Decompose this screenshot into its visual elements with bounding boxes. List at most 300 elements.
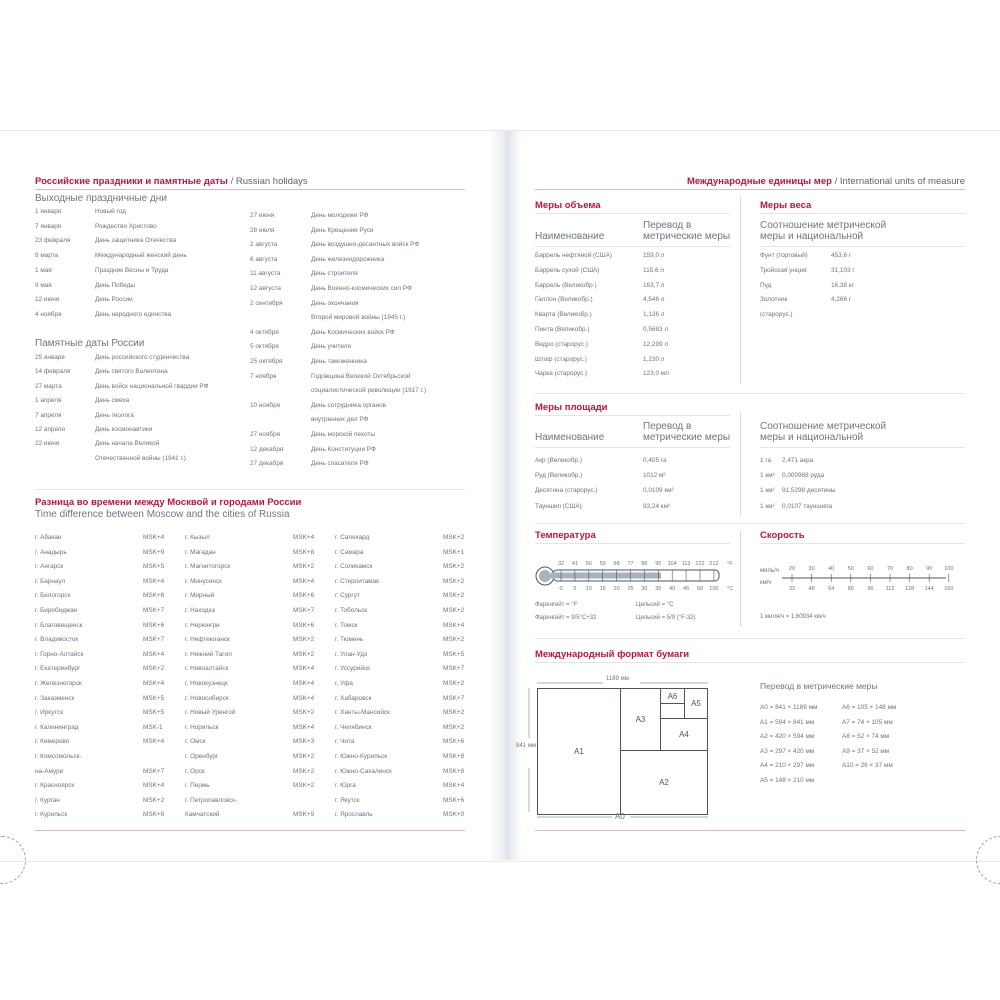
volume-row-key: Кварта (Великобр.) — [535, 311, 592, 319]
weight-row-value: 31,103 г — [831, 266, 855, 274]
timezone-col3-key: г. Уфа — [335, 680, 353, 687]
timezone-col1-value: MSK+4 — [143, 680, 165, 687]
timezone-col1-key: г. Курильск — [35, 811, 68, 819]
area-row-value: 0,405 га — [643, 457, 667, 464]
timezone-col2-key: Камчатский — [185, 811, 220, 819]
timezone-col2-key: г. Новый Уренгой — [185, 709, 236, 717]
holidays-heading: Российские праздники и памятные даты / Russian holidays — [35, 176, 308, 187]
timezone-col2-value: MSK+4 — [293, 577, 315, 585]
area-row-value: 93,24 км² — [643, 502, 671, 510]
timezone-col2-key: г. Минусинск — [185, 577, 222, 585]
temperature-title: Температура — [535, 530, 596, 541]
timezone-col3-key: г. Самара — [335, 548, 364, 556]
mph-tick-label: 70 — [886, 566, 894, 572]
timezone-col1-value: MSK+6 — [143, 621, 165, 629]
holiday-right-value: День Крещения Руси — [311, 226, 374, 234]
fahrenheit-tick-label: 68 — [613, 561, 620, 567]
area-ratio-row-key: 1 га — [760, 457, 772, 464]
timezone-col2-key: г. Новосибирск — [185, 694, 229, 702]
kmh-tick-label: 112 — [885, 586, 895, 592]
celsius-tick-label: 100 — [709, 586, 719, 592]
timezone-col3-key: г. Хабаровск — [335, 694, 372, 702]
holiday-right-value: День Космических войск РФ — [311, 328, 395, 336]
paper-size: A8 = 52 × 74 мм — [842, 733, 890, 741]
holiday-right-key: 6 августа — [250, 255, 278, 263]
paper-size: A4 = 210 × 297 мм — [760, 762, 815, 770]
holiday-key: 4 ноября — [35, 310, 62, 318]
area-row-value: 0,0109 км² — [643, 487, 674, 495]
timezone-col3-key: г. Уссурийск — [335, 665, 370, 673]
timezones-title-en: Time difference between Moscow and the cities of Russia — [35, 509, 290, 520]
timezone-col1-key: г. Железногорск — [35, 680, 82, 687]
timezone-col1-value: MSK+5 — [143, 694, 165, 702]
timezone-col2-value: MSK+2 — [293, 563, 315, 571]
holiday-right-value: День морской пехоты — [311, 431, 375, 438]
timezone-col1-key: г. Курган — [35, 796, 60, 804]
paper-size: A7 = 74 × 105 мм — [842, 718, 893, 726]
timezone-col3-key: г. Якутск — [335, 796, 360, 804]
kmh-tick-label: 144 — [924, 586, 934, 592]
mph-tick-label: 20 — [788, 566, 796, 572]
fahrenheit-unit: °F — [727, 561, 733, 567]
area-ratio-row-value: 0,0107 тауншипа — [782, 502, 833, 510]
area-ratio-row-key: 1 км² — [760, 502, 775, 510]
timezone-col1-key: г. Калининград — [35, 723, 79, 731]
holiday-value: День России — [95, 296, 133, 304]
weight-row-value: 16,38 кг — [831, 281, 854, 289]
holiday-right-key: 10 ноября — [250, 401, 281, 409]
holiday-right-key: 2 сентября — [250, 299, 283, 307]
timezone-col1-key: г. Абакан — [35, 534, 62, 541]
volume-row-value: 115,6 л — [643, 266, 665, 274]
memorable-date-value: Отечественной войны (1941 г.) — [95, 454, 186, 462]
units-heading: Международные единицы мер / International units of measure — [686, 176, 965, 187]
timezone-col1-value: MSK+2 — [143, 796, 165, 804]
holiday-key: 9 мая — [35, 281, 52, 289]
volume-row-key: Штоф (старорус.) — [535, 355, 587, 363]
volume-col-conv: Перевод в метрические меры — [643, 220, 731, 242]
timezone-col3-value: MSK+5 — [443, 650, 465, 658]
timezone-col3-key: г. Ханты-Мансийск — [335, 709, 390, 717]
timezone-col2-value: MSK+2 — [293, 782, 315, 790]
celsius-tick-label: 20 — [613, 586, 620, 592]
temperature-label-f: Фаренгейт = °F — [535, 602, 578, 608]
memorable-date-key: 7 апреля — [35, 411, 62, 419]
celsius-tick-label: 0 — [559, 586, 563, 592]
timezone-col1-value: MSK+5 — [143, 709, 165, 717]
timezone-col1-key: г. Биробиджан — [35, 607, 78, 614]
volume-row-key: Баррель (Великобр.) — [535, 281, 597, 289]
timezone-col2-key: г. Нефтеюганск — [185, 636, 230, 644]
fahrenheit-tick-label: 41 — [571, 561, 578, 567]
holiday-right-value: Второй мировой войны (1945 г.) — [311, 314, 406, 322]
volume-row-key: Баррель нефтяной (США) — [535, 252, 613, 259]
fahrenheit-tick-label: 122 — [695, 561, 705, 567]
speed-label-mph: миль/ч — [760, 568, 779, 574]
volume-title: Меры объема — [535, 200, 601, 211]
kmh-tick-label: 48 — [808, 586, 815, 592]
holiday-value: День защитника Отечества — [95, 237, 177, 245]
holiday-right-value: социалистической революции (1917 г.) — [311, 387, 426, 395]
memorable-date-value: День космонавтики — [95, 426, 153, 433]
temperature-formula-c: Цельсий = 5/9 (°F-32) — [636, 615, 696, 621]
timezone-col2-value: MSK+4 — [293, 723, 315, 731]
timezone-col2-key: г. Нижний Тагил — [185, 650, 232, 658]
area-ratio-row-value: 91,5298 десятины — [782, 487, 836, 495]
units-title-en: International units of measure — [839, 176, 965, 187]
mph-tick-label: 30 — [808, 566, 815, 572]
weight-row-value: 4,266 г — [831, 296, 852, 304]
paper-size: A2 = 420 × 594 мм — [760, 733, 815, 741]
celsius-tick-label: 5 — [573, 586, 577, 592]
timezone-col2-key: г. Новоалтайск — [185, 665, 229, 673]
speed-note: 1 миля/ч = 1,60934 км/ч — [760, 614, 826, 620]
celsius-tick-label: 40 — [669, 586, 676, 592]
holiday-right-value: День Военно-космических сил РФ — [311, 285, 412, 292]
timezone-col2-key: г. Петропавловск- — [185, 796, 238, 804]
holiday-right-value: День молодежи РФ — [311, 212, 369, 219]
memorable-date-key: 12 апреля — [35, 426, 65, 433]
mph-tick-label: 40 — [828, 566, 835, 572]
paper-size: A1 = 594 × 841 мм — [760, 718, 815, 726]
timezone-col1-key: г. Анадырь — [35, 548, 67, 556]
timezone-col1-key: г. Благовещенск — [35, 621, 83, 629]
holiday-right-value: Годовщина Великой Октябрьской — [311, 372, 411, 380]
weight-row-key: Тройская унция — [760, 266, 807, 274]
paper-a1: A1 — [537, 688, 621, 815]
holiday-right-value: День строителя — [311, 270, 358, 278]
timezone-col2-value: MSK+2 — [293, 753, 315, 760]
holiday-value: Международный женский день — [95, 252, 187, 260]
timezone-col2-key: г. Магнитогорск — [185, 563, 231, 571]
area-row-value: 1012 м² — [643, 472, 666, 480]
timezone-col3-key: г. Челябинск — [335, 723, 372, 731]
memorable-date-key: 14 февраля — [35, 368, 71, 376]
timezone-col3-value: MSK+2 — [443, 563, 465, 571]
holiday-key: 8 марта — [35, 252, 59, 260]
kmh-tick-label: 80 — [847, 586, 854, 592]
timezone-col2-value: MSK+2 — [293, 636, 315, 644]
holiday-value: Праздник Весны и Труда — [95, 266, 169, 274]
timezone-col3-value: MSK+4 — [443, 782, 465, 790]
timezone-col2-value: MSK+2 — [293, 650, 315, 658]
celsius-tick-label: 25 — [627, 586, 634, 592]
holiday-value: День народного единства — [95, 310, 172, 318]
timezone-col1-value: MSK+4 — [143, 534, 165, 541]
left-bottom-rule — [35, 830, 465, 831]
mph-tick-label: 80 — [906, 566, 913, 572]
timezone-col3-value: MSK+2 — [443, 723, 465, 731]
celsius-tick-label: 10 — [585, 586, 592, 592]
volume-row-value: 12,299 л — [643, 340, 669, 348]
holidays-subtitle-days-off: Выходные праздничные дни — [35, 193, 167, 204]
area-ratio-row-key: 1 км² — [760, 472, 775, 480]
fahrenheit-tick-label: 212 — [709, 561, 719, 567]
kmh-tick-label: 32 — [788, 586, 796, 592]
timezone-col1-key: г. Горно-Алтайск — [35, 650, 84, 658]
timezone-col3-value: MSK+2 — [443, 680, 465, 687]
timezone-col1-value: MSK+7 — [143, 636, 165, 644]
timezone-col2-value: MSK+8 — [293, 548, 315, 556]
timezone-col3-key: г. Томск — [335, 621, 358, 629]
holiday-right-value: День Конституции РФ — [311, 445, 376, 453]
fahrenheit-tick-label: 86 — [641, 561, 648, 567]
timezone-col3-value: MSK+8 — [443, 753, 465, 760]
timezone-col2-value: MSK+4 — [293, 665, 315, 673]
timezone-col2-key: г. Пермь — [185, 782, 210, 790]
area-title: Меры площади — [535, 402, 608, 413]
timezone-col2-key: г. Новокузнецк — [185, 680, 228, 687]
timezone-col3-key: г. Ярославль — [335, 811, 373, 819]
timezone-col2-value: MSK+9 — [293, 811, 315, 819]
holiday-right-key: 2 августа — [250, 241, 278, 249]
mph-tick-label: 60 — [867, 566, 874, 572]
timezone-col3-key: г. Южно-Сахалинск — [335, 767, 392, 775]
fahrenheit-tick-label: 59 — [599, 561, 606, 567]
timezone-col2-value: MSK+4 — [293, 680, 315, 687]
timezone-col1-key: г. Ангарск — [35, 563, 64, 571]
timezone-col2-value: MSK+2 — [293, 767, 315, 775]
holidays-subtitle-memorable: Памятные даты России — [35, 338, 145, 349]
weight-row-key: Золотник — [760, 296, 788, 304]
mph-tick-label: 100 — [944, 566, 954, 572]
celsius-tick-label: 35 — [655, 586, 662, 592]
speed-title: Скорость — [760, 530, 805, 541]
holiday-right-value: День учителя — [311, 343, 351, 351]
timezone-col1-key: г. Комсомольск- — [35, 753, 82, 760]
weight-row-key: (старорус.) — [760, 311, 793, 319]
kmh-tick-label: 96 — [867, 586, 874, 592]
timezone-col3-key: г. Стерлитамак — [335, 577, 379, 585]
mph-tick-label: 90 — [926, 566, 933, 572]
volume-row-value: 4,546 л — [643, 296, 665, 304]
memorable-date-value: День войск национальной гвардии РФ — [95, 382, 209, 390]
timezone-col3-key: г. Южно-Курильск — [335, 753, 388, 760]
volume-row-value: 123,0 мл — [643, 370, 669, 378]
memorable-date-value: День российского студенчества — [95, 354, 190, 361]
holiday-right-value: внутренних дел РФ — [311, 416, 369, 424]
holiday-key: 7 января — [35, 222, 62, 230]
timezone-col2-key: г. Орск — [185, 767, 205, 775]
paper-a2: A2 — [620, 750, 708, 815]
speed-scale — [758, 558, 958, 598]
weight-title: Меры веса — [760, 200, 812, 211]
volume-row-value: 1,230 л — [643, 355, 665, 363]
timezone-col2-key: г. Нерюнгри — [185, 621, 220, 629]
holiday-right-value: День железнодорожника — [311, 255, 385, 263]
timezone-col3-key: г. Салехард — [335, 534, 370, 541]
holiday-right-value: День спасателя РФ — [311, 460, 369, 468]
timezone-col1-value: MSK+9 — [143, 548, 165, 556]
paper-a4: A4 — [660, 718, 708, 751]
celsius-tick-label: 30 — [641, 586, 648, 592]
timezone-col1-value: MSK+4 — [143, 782, 165, 790]
area-ratio-row-key: 1 км² — [760, 487, 775, 495]
timezones-title: Разница во времени между Москвой и городами России — [35, 497, 302, 508]
holiday-key: 1 мая — [35, 266, 52, 274]
timezone-col2-key: г. Оренбург — [185, 753, 219, 760]
holiday-right-key: 25 октября — [250, 358, 283, 365]
right-bottom-rule — [535, 830, 965, 831]
timezone-col3-value: MSK+2 — [443, 577, 465, 585]
timezone-col2-key: г. Магадан — [185, 548, 216, 556]
units-title: Международные единицы мер — [686, 176, 832, 187]
holiday-right-key: 12 августа — [250, 285, 281, 292]
volume-row-key: Чарка (старорус.) — [535, 370, 588, 378]
holiday-right-key: 7 ноября — [250, 372, 277, 380]
timezone-col3-value: MSK+4 — [443, 621, 465, 629]
timezone-col3-key: г. Чита — [335, 738, 355, 746]
paper-a0-label: A0 — [615, 812, 625, 821]
timezone-col1-value: MSK+4 — [143, 738, 165, 746]
timezone-col2-value: MSK+4 — [293, 534, 315, 541]
timezone-col2-value: MSK+3 — [293, 738, 315, 746]
timezone-col3-value: MSK+6 — [443, 796, 465, 804]
temperature-label-c: Цельсий = °C — [636, 602, 674, 608]
volume-row-key: Галлон (Великобр.) — [535, 296, 593, 304]
weight-row-value: 453,6 г — [831, 252, 852, 259]
memorable-date-value: День геолога — [95, 411, 134, 419]
holiday-right-value: День таможенника — [311, 358, 367, 365]
volume-row-key: Пинта (Великобр.) — [535, 326, 590, 333]
timezone-col1-key: г. Красноярск — [35, 782, 75, 790]
timezone-col3-value: MSK+7 — [443, 665, 465, 673]
spine-gutter — [488, 131, 522, 860]
units-rule — [535, 189, 965, 190]
area-row-key: Акр (Великобр.) — [535, 457, 582, 464]
holiday-right-key: 4 октября — [250, 328, 279, 336]
timezone-col2-key: г. Мирный — [185, 592, 215, 600]
memorable-date-key: 1 апреля — [35, 397, 62, 405]
volume-row-value: 0,5683 л — [643, 326, 669, 333]
volume-row-key: Ведро (старорус.) — [535, 340, 588, 348]
volume-col-name: Наименование — [535, 231, 605, 242]
holidays-title-en: Russian holidays — [235, 176, 308, 187]
kmh-tick-label: 64 — [828, 586, 835, 592]
timezone-col3-value: MSK+2 — [443, 607, 465, 614]
timezone-col3-value: MSK+2 — [443, 592, 465, 600]
timezone-col3-value: MSK+2 — [443, 636, 465, 644]
paper-size: A10 = 26 × 37 мм — [842, 762, 893, 770]
paper-size: A3 = 297 × 420 мм — [760, 747, 815, 755]
paper-a6: A6 — [660, 688, 685, 704]
memorable-date-value: День смеха — [95, 397, 130, 405]
volume-row-key: Баррель сухой (США) — [535, 266, 600, 274]
celsius-tick-label: 15 — [599, 586, 606, 592]
timezone-col1-value: MSK+7 — [143, 767, 165, 775]
holiday-right-key: 12 декабря — [250, 445, 284, 453]
timezone-col2-key: г. Норильск — [185, 723, 219, 731]
holidays-title: Российские праздники и памятные даты — [35, 176, 228, 187]
timezone-col1-key: г. Белогорск — [35, 592, 71, 600]
timezone-col3-value: MSK+7 — [443, 694, 465, 702]
area-ratio-row-value: 2,471 акра — [782, 457, 814, 464]
holidays-rule — [35, 189, 465, 190]
timezones-rule — [35, 489, 465, 490]
holiday-value: День Победы — [95, 281, 135, 289]
paper-conv-title: Перевод в метрические меры — [760, 681, 878, 691]
timezone-col3-value: MSK+1 — [443, 548, 465, 556]
timezone-col1-value: MSK+6 — [143, 592, 165, 600]
timezone-col1-value: MSK+2 — [143, 665, 165, 673]
memorable-date-value: День святого Валентина — [95, 368, 168, 376]
timezone-col1-value: MSK+7 — [143, 607, 165, 614]
holiday-right-value: День воздушно-десантных войск РФ — [311, 241, 420, 249]
holiday-key: 1 января — [35, 208, 62, 215]
timezone-col3-value: MSK+2 — [443, 534, 465, 541]
timezone-col2-value: MSK+2 — [293, 709, 315, 717]
mph-tick-label: 50 — [847, 566, 854, 572]
timezone-col2-value: MSK+4 — [293, 694, 315, 702]
timezone-col1-key: на-Амуре — [35, 767, 64, 775]
paper-size: A0 = 841 × 1189 мм — [760, 704, 818, 711]
paper-a5: A5 — [684, 688, 708, 719]
timezone-col1-value: MSK+4 — [143, 577, 165, 585]
timezone-col3-key: г. Тобольск — [335, 607, 368, 614]
temperature-formula-f: Фаренгейт = 9/5°C+32 — [535, 615, 597, 621]
area-col2: Соотношение метрической меры и национальной — [760, 421, 887, 443]
memorable-date-key: 27 марта — [35, 382, 62, 390]
timezone-col1-key: г. Екатеринбург — [35, 665, 81, 673]
timezone-col3-key: г. Соликамск — [335, 563, 373, 571]
volume-row-value: 159,0 л — [643, 252, 665, 259]
holiday-right-key: 27 июня — [250, 212, 275, 219]
paper-size: A6 = 105 × 148 мм — [842, 704, 897, 711]
holiday-right-key: 11 августа — [250, 270, 281, 278]
paper-a3: A3 — [620, 688, 661, 751]
timezone-col2-key: г. Кызыл — [185, 534, 210, 541]
timezone-col3-value: MSK+8 — [443, 767, 465, 775]
fahrenheit-tick-label: 95 — [655, 561, 662, 567]
holiday-right-key: 5 октября — [250, 343, 279, 351]
celsius-tick-label: 50 — [696, 586, 704, 592]
timezone-col1-key: г. Барнаул — [35, 577, 66, 585]
timezone-col2-value: MSK+6 — [293, 621, 315, 629]
holiday-value: Новый год — [95, 208, 126, 215]
timezone-col3-value: MSK+0 — [443, 811, 465, 819]
holiday-key: 23 февраля — [35, 237, 71, 245]
timezone-col1-value: MSK-1 — [143, 723, 163, 731]
fahrenheit-tick-label: 104 — [667, 561, 677, 567]
holiday-key: 12 июня — [35, 296, 60, 304]
volume-row-value: 163,7 л — [643, 281, 665, 289]
memorable-date-key: 25 января — [35, 354, 65, 361]
area-ratio-row-value: 0,000988 руда — [782, 472, 825, 480]
timezone-col3-key: г. Тюмень — [335, 636, 364, 644]
volume-row-value: 1,136 л — [643, 311, 665, 319]
holiday-right-value: День сотрудника органов — [311, 401, 387, 409]
holiday-right-key: 27 декабря — [250, 460, 284, 468]
timezone-col1-value: MSK+8 — [143, 811, 165, 819]
fahrenheit-tick-label: 50 — [585, 561, 592, 567]
weight-row-key: Фунт (торговый) — [760, 252, 808, 259]
timezone-col2-key: г. Находка — [185, 607, 216, 614]
timezone-col2-key: г. Омск — [185, 738, 206, 746]
timezone-col1-key: г. Кемерово — [35, 738, 70, 746]
timezone-col1-value: MSK+4 — [143, 650, 165, 658]
paper-size: A9 = 37 × 52 мм — [842, 747, 890, 755]
holiday-right-key: 27 ноября — [250, 431, 281, 438]
fahrenheit-tick-label: 32 — [557, 561, 565, 567]
thermometer-graphic — [533, 553, 733, 601]
kmh-tick-label: 128 — [905, 586, 915, 592]
timezone-col1-key: г. Заказменск — [35, 694, 75, 702]
timezone-col3-key: г. Сургут — [335, 592, 360, 600]
paper-dim-height: 841 мм — [516, 743, 536, 749]
timezones-heading — [35, 497, 301, 508]
area-col-conv: Перевод в метрические меры — [643, 421, 731, 443]
timezone-col3-key: г. Юрга — [335, 782, 356, 790]
